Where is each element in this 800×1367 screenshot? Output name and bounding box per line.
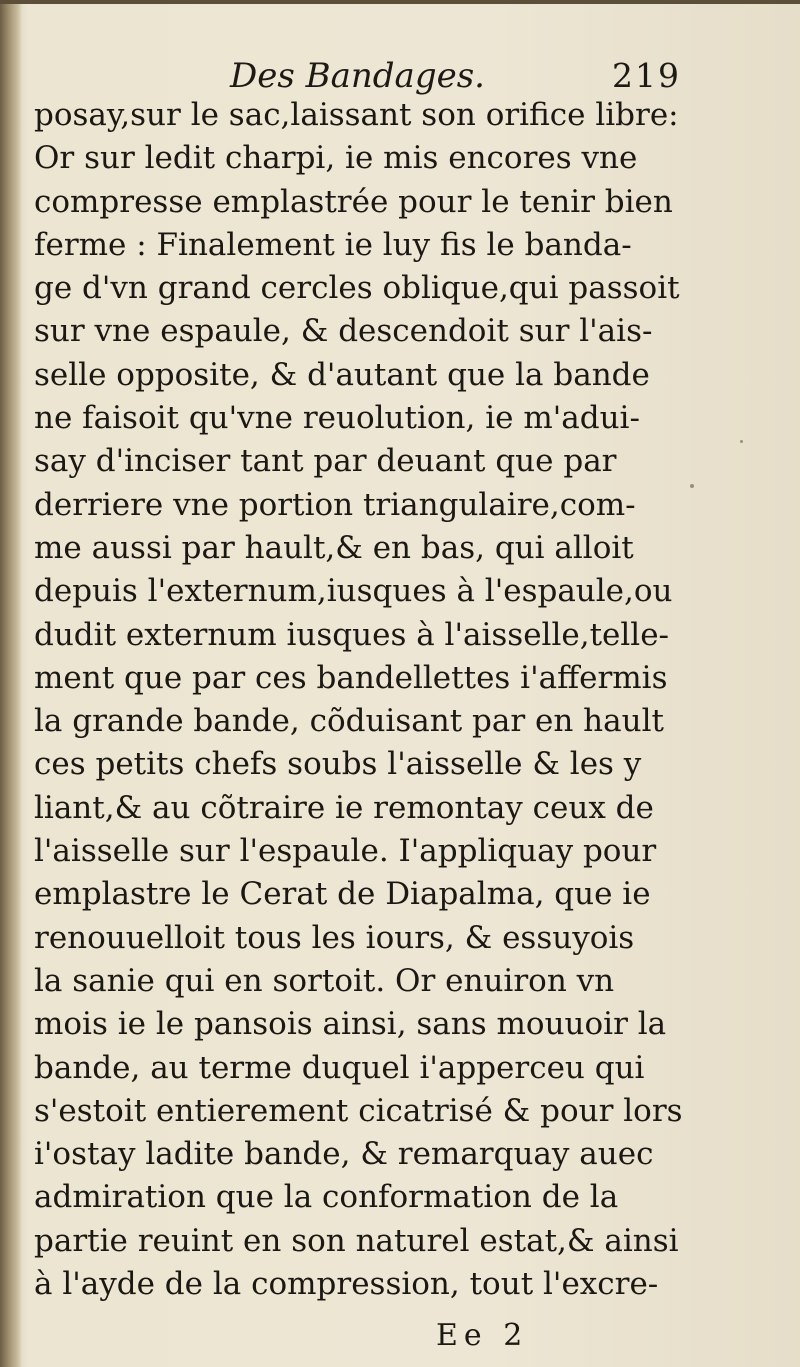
- text-line: bande, au terme duquel i'apperceu qui: [34, 1049, 645, 1086]
- text-line: ne faisoit qu'vne reuolution, ie m'adui-: [34, 400, 640, 437]
- text-line: ment que par ces bandellettes i'affermis: [34, 659, 668, 696]
- text-line: la grande bande, cõduisant par en hault: [34, 703, 664, 740]
- text-line: emplastre le Cerat de Diapalma, que ie: [34, 876, 651, 913]
- text-line: derriere vne portion triangulaire,com-: [34, 486, 636, 523]
- text-line: i'ostay ladite bande, & remarquay auec: [34, 1136, 654, 1173]
- text-line: posay,sur le sac,laissant son orifice libre:: [34, 97, 679, 133]
- running-title: Des Bandages.: [230, 56, 485, 96]
- text-line: renouuelloit tous les iours, & essuyois: [34, 919, 635, 956]
- text-line: mois ie le pansois ainsi, sans mouuoir la: [34, 1006, 667, 1043]
- text-line: admiration que la conformation de la: [34, 1179, 619, 1216]
- text-line: dudit externum iusques à l'aisselle,telle-: [34, 616, 670, 653]
- page-header: [0, 50, 800, 100]
- signature-mark: Ee 2: [436, 1318, 529, 1353]
- text-line: say d'inciser tant par deuant que par: [34, 443, 617, 480]
- page-footer: [0, 1318, 800, 1358]
- text-line: s'estoit entierement cicatrisé & pour lors: [34, 1092, 683, 1129]
- text-line: selle opposite, & d'autant que la bande: [34, 356, 650, 393]
- paper-speck: [740, 440, 743, 443]
- text-line: ferme : Finalement ie luy fis le banda-: [34, 226, 632, 263]
- text-line: me aussi par hault,& en bas, qui alloit: [34, 529, 634, 566]
- page-number: 219: [612, 56, 681, 95]
- body-text: [34, 94, 694, 1306]
- text-line: depuis l'externum,iusques à l'espaule,ou: [34, 573, 673, 610]
- text-line: la sanie qui en sortoit. Or enuiron vn: [34, 962, 615, 999]
- paper-speck: [690, 484, 694, 488]
- text-line: partie reuint en son naturel estat,& ainsi: [34, 1222, 679, 1259]
- text-line: ces petits chefs soubs l'aisselle & les y: [34, 746, 642, 783]
- page-top-edge: [0, 0, 800, 4]
- text-line: à l'ayde de la compression, tout l'excre-: [34, 1266, 659, 1303]
- text-line: ge d'vn grand cercles oblique,qui passoit: [34, 270, 680, 307]
- text-line: l'aisselle sur l'espaule. I'appliquay pour: [34, 833, 657, 870]
- book-spine-shadow: [0, 0, 22, 1367]
- text-line: Or sur ledit charpi, ie mis encores vne: [34, 140, 638, 177]
- text-line: sur vne espaule, & descendoit sur l'ais-: [34, 313, 653, 350]
- text-line: compresse emplastrée pour le tenir bien: [34, 183, 673, 220]
- text-line: liant,& au cõtraire ie remontay ceux de: [34, 789, 654, 826]
